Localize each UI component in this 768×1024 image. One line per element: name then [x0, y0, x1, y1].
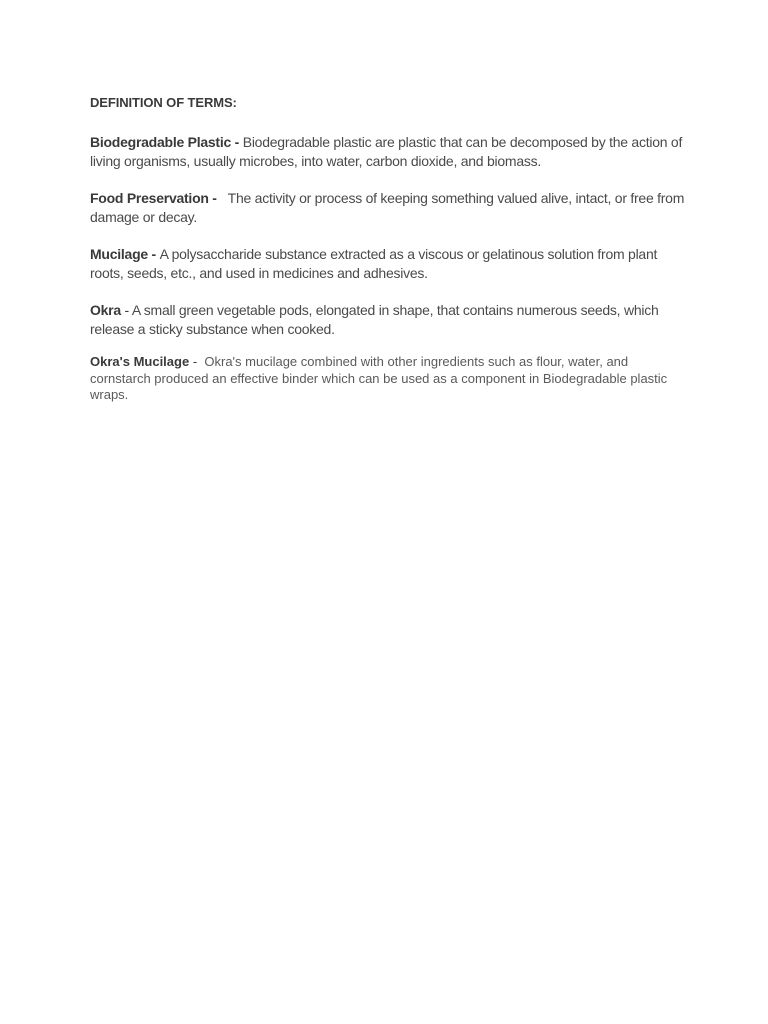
term-definition: Okra's mucilage combined with other ingredients such as flour, water, and cornstarch produced an effective binder which can be used as a component in Biodegradable plastic wraps. — [90, 354, 668, 402]
term-biodegradable-plastic — [90, 133, 690, 170]
term-name: Okra — [90, 302, 121, 318]
term-definition: Biodegradable plastic are plastic that can be decomposed by the action of living organisms, usually microbes, into water, carbon dioxide, and biomass. — [90, 134, 683, 169]
term-separator: - — [208, 190, 228, 206]
term-okras-mucilage — [90, 354, 690, 404]
term-name: Okra's Mucilage — [90, 354, 190, 369]
term-separator: - — [147, 246, 160, 262]
term-separator: - — [120, 302, 132, 318]
term-definition: The activity or process of keeping something valued alive, intact, or free from damage or decay. — [90, 190, 685, 225]
term-separator: - — [231, 134, 243, 150]
page-title: DEFINITION OF TERMS: — [90, 95, 237, 110]
term-name: Mucilage — [90, 246, 148, 262]
term-definition: A small green vegetable pods, elongated in shape, that contains numerous seeds, which release a sticky substance when cooked. — [90, 302, 659, 337]
term-name: Food Preservation — [90, 190, 209, 206]
term-definition: A polysaccharide substance extracted as a viscous or gelatinous solution from plant roots, seeds, etc., and used in medicines and adhesives. — [90, 246, 658, 281]
term-okra — [90, 301, 690, 338]
term-separator: - — [189, 354, 205, 369]
term-name: Biodegradable Plastic — [90, 134, 232, 150]
term-mucilage — [90, 245, 690, 282]
document-content — [90, 94, 690, 423]
term-food-preservation — [90, 189, 690, 226]
